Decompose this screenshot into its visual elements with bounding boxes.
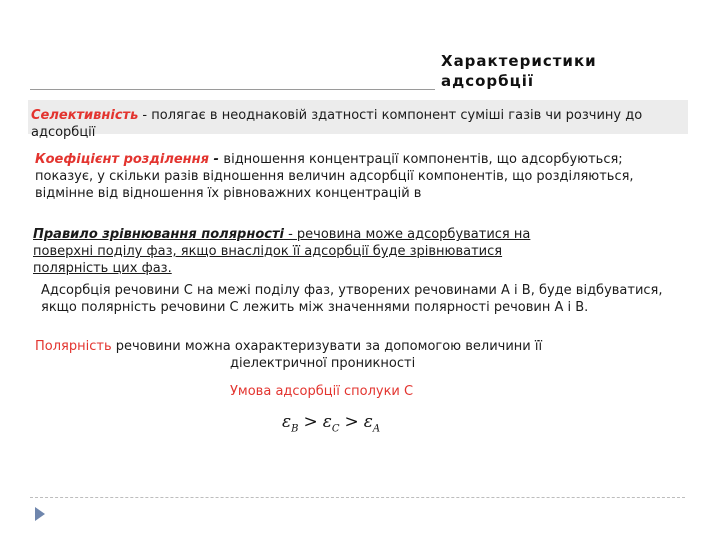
polarity-paragraph xyxy=(35,338,685,372)
rule-line-2: поверхні поділу фаз, якщо внаслідок її адсорбції буде зрівнюватися xyxy=(33,244,503,259)
rule-line-3: полярність цих фаз. xyxy=(33,261,172,276)
selectivity-term: Селективність xyxy=(31,108,139,123)
slide-title xyxy=(441,51,701,91)
next-slide-arrow-icon[interactable] xyxy=(35,507,45,521)
separation-dash: - xyxy=(208,152,224,167)
polarity-line-2: діелектричної проникності xyxy=(230,356,416,371)
selectivity-paragraph xyxy=(31,107,691,141)
title-divider xyxy=(30,89,435,90)
greater-than-2: > xyxy=(344,412,359,432)
epsilon-a: $\varepsilon_A$ xyxy=(363,412,381,435)
greater-than-1: > xyxy=(303,412,318,432)
epsilon-c: $\varepsilon_C$ xyxy=(322,412,340,435)
separation-text-2: показує, у скільки разів відношення величин адсорбції компонентів, що розділяються, відмінне від відношення їх рівноважних концентрацій в xyxy=(35,169,634,201)
selectivity-text: - полягає в неоднаковій здатності компонент суміші газів чи розчину до адсорбції xyxy=(31,108,643,140)
polarity-term: Полярність xyxy=(35,339,112,354)
separation-coefficient-paragraph xyxy=(35,151,675,202)
epsilon-b: $\varepsilon_B$ xyxy=(282,412,299,435)
polarity-inequality-formula xyxy=(282,410,380,441)
rule-text: - речовина може адсорбуватися на xyxy=(283,227,531,242)
adsorption-example-paragraph: Адсорбція речовини С на межі поділу фаз, утворених речовинами А і В, буде відбуватися, якщо полярність речовини С лежить між значеннями полярності речовин А і В. xyxy=(41,283,663,315)
polarity-text: речовини можна охарактеризувати за допомогою величини її xyxy=(111,339,543,354)
title-line-1: Характеристики xyxy=(441,52,597,70)
separation-term: Коефіцієнт розділення xyxy=(35,152,209,167)
title-line-2: адсорбції xyxy=(441,72,535,90)
polarity-rule-paragraph xyxy=(33,226,648,277)
adsorption-condition: Умова адсорбції сполуки С xyxy=(230,384,414,399)
footer-divider xyxy=(30,497,685,498)
rule-term: Правило зрівнювання полярності xyxy=(33,227,284,242)
separation-text: відношення концентрації компонентів, що адсорбуються; xyxy=(223,152,623,167)
